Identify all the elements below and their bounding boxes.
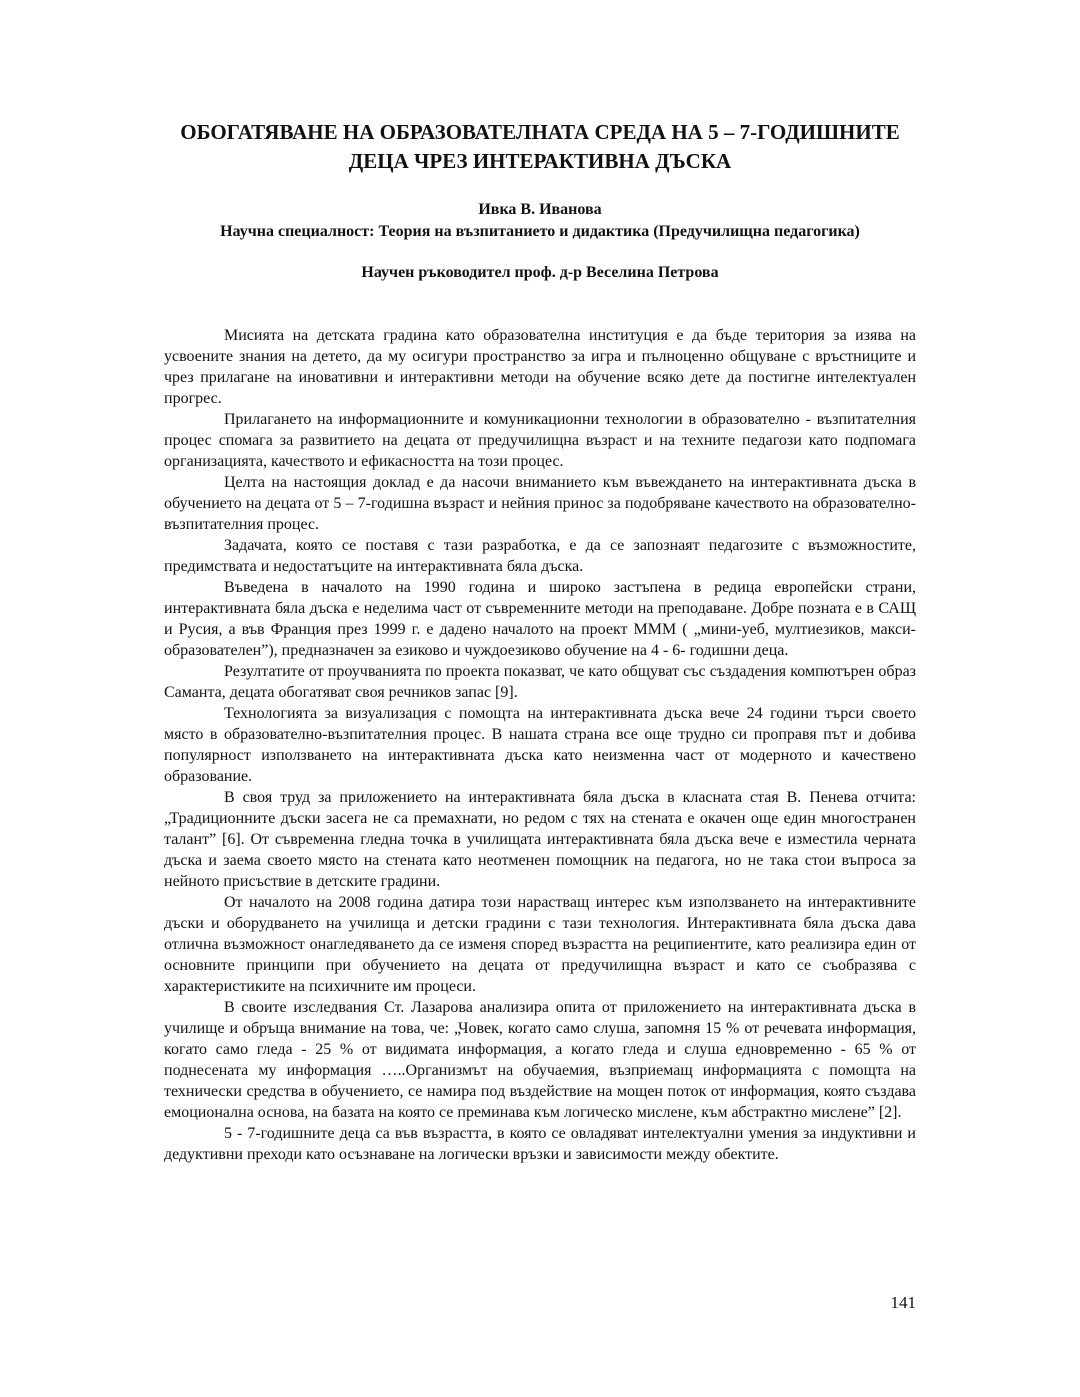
author-name: Ивка В. Иванова xyxy=(478,201,602,218)
paragraph: Целта на настоящия доклад е да насочи вниманието към въвеждането на интерактивната дъска в обучението на децата от 5 – 7-годишна възраст и нейния принос за подобряване качеството на образователно-възпитателния процес. xyxy=(164,474,916,533)
paragraph: Технологията за визуализация с помощта на интерактивната дъска вече 24 години търси своето място в образователно-възпитателния процес. В нашата страна все още трудно си проправя път и добива популярност използването на интерактивната дъска като неизменна част от модерното и качествено образование. xyxy=(164,705,916,785)
paper-title: ОБОГАТЯВАНЕ НА ОБРАЗОВАТЕЛНАТА СРЕДА НА 5 – 7-ГОДИШНИТЕ ДЕЦА ЧРЕЗ ИНТЕРАКТИВНА ДЪСКА xyxy=(180,120,900,173)
paragraph: Въведена в началото на 1990 година и широко застъпена в редица европейски страни, интерактивната бяла дъска е неделима част от съвременните методи на преподаване. Добре позната е в САЩ и Русия, а във Франция през 1999 г. е дадено началото на проект МММ ( „мини-уеб, мултиезиков, макси-образователен”), предназначен за езиково и чуждоезиково обучение на 4 - 6- годишни деца. xyxy=(164,579,916,659)
body-text xyxy=(164,325,916,1165)
paragraph: В своите изследвания Ст. Лазарова анализира опита от приложението на интерактивната дъска в училище и обръща внимание на това, че: „Човек, когато само слуша, запомня 15 % от речевата информация, когато само гледа - 25 % от видимата информация, а когато гледа и слуша едновременно - 65 % от поднесената му информация …..Организмът на обучаемия, възприемащ информацията с помощта на технически средства в обучението, се намира под въздействие на мощен поток от информация, която създава емоционална основа, на базата на която се преминава към логическо мислене, към абстрактно мислене” [2]. xyxy=(164,999,916,1121)
paragraph: От началото на 2008 година датира този нарастващ интерес към използването на интерактивните дъски и оборудването на училища и детски градини с тази технология. Интерактивната бяла дъска дава отлична възможност онагледяването да се изменя според възрастта на реципиентите, като реализира един от основните принципи при обучението на децата от предучилищна възраст и като се съобразява с характеристиките на психичните им процеси. xyxy=(164,894,916,995)
paragraph: Резултатите от проучванията по проекта показват, че като общуват със създадения компютърен образ Саманта, децата обогатяват своя речников запас [9]. xyxy=(164,663,916,701)
paragraph: Задачата, която се поставя с тази разработка, е да се запознаят педагозите с възможностите, предимствата и недостатъците на интерактивната бяла дъска. xyxy=(164,537,916,575)
paragraph: В своя труд за приложението на интерактивната бяла дъска в класната стая В. Пенева отчита: „Традиционните дъски засега не са премахнати, но редом с тях на стената е окачен още един многостранен талант” [6]. От съвременна гледна точка в училищата интерактивната бяла дъска вече е изместила черната дъска и заема своето място на стената като неотменен помощник на педагога, но не така стои въпроса за нейното присъствие в детските градини. xyxy=(164,789,916,890)
paragraph: Прилагането на информационните и комуникационни технологии в образователно - възпитателния процес спомага за развитието на децата от предучилищна възраст и на техните педагози като подпомага организацията, качеството и ефикасността на този процес. xyxy=(164,411,916,470)
paragraph: 5 - 7-годишните деца са във възрастта, в която се овладяват интелектуални умения за индуктивни и дедуктивни преходи като осъзнаване на логически връзки и зависимости между обектите. xyxy=(164,1125,916,1163)
scientific-supervisor: Научен ръководител проф. д-р Веселина Петрова xyxy=(361,264,719,281)
scientific-specialty: Научна специалност: Теория на възпитанието и дидактика (Предучилищна педагогика) xyxy=(220,223,860,240)
paragraph: Мисията на детската градина като образователна институция е да бъде територия за изява на усвоените знания на детето, да му осигури пространство за игра и пълноценно общуване с връстниците и чрез прилагане на иновативни и интерактивни методи на обучение всяко дете да постигне интелектуален прогрес. xyxy=(164,327,916,407)
page-number: 141 xyxy=(890,1293,916,1312)
